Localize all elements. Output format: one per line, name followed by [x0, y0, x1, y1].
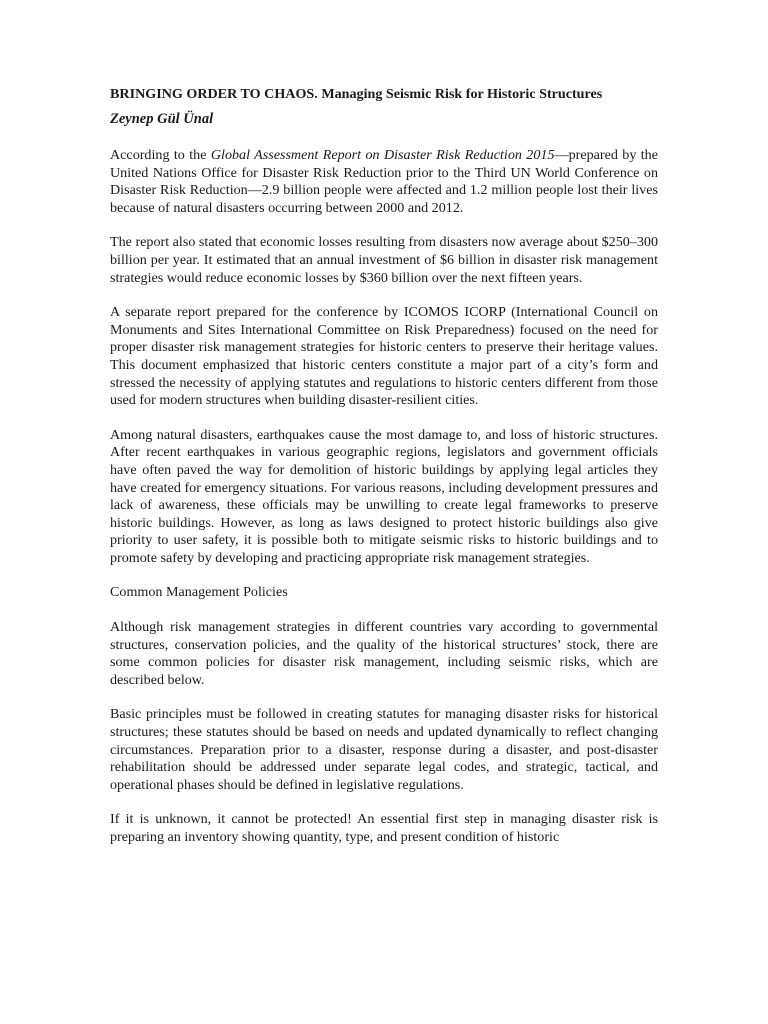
paragraph-6: Basic principles must be followed in creating statutes for managing disaster risks for historical structures; these statutes should be based on needs and updated dynamically to reflect changing circumstances. Preparation prior to a disaster, response during a disaster, and post-disaster rehabilitation should be addressed under separate legal codes, and strategic, tactical, and operational phases should be defined in legislative regulations.	[110, 706, 658, 793]
document-title: BRINGING ORDER TO CHAOS. Managing Seismic Risk for Historic Structures	[110, 86, 603, 102]
paragraph-1-rest: —prepared by the United Nations Office for Disaster Risk Reduction prior to the Third UN World Conference on Disaster Risk Reduction—2.9 billion people were affected and 1.2 million people lost their lives because of natural disasters occurring between 2000 and 2012.	[110, 147, 658, 216]
paragraph-5: Although risk management strategies in different countries vary according to governmental structures, conservation policies, and the quality of the historical structures’ stock, there are some common policies for disaster risk management, including seismic risks, which are described below.	[110, 619, 658, 688]
author-name: Zeynep Gül Ünal	[110, 111, 214, 127]
paragraph-1	[110, 147, 658, 217]
section-heading: Common Management Policies	[110, 584, 288, 601]
paragraph-2: The report also stated that economic losses resulting from disasters now average about $250–300 billion per year. It estimated that an annual investment of $6 billion in disaster risk management strategies would reduce economic losses by $360 billion over the next fifteen years.	[110, 234, 658, 286]
paragraph-4: Among natural disasters, earthquakes cause the most damage to, and loss of historic structures. After recent earthquakes in various geographic regions, legislators and government officials have often paved the way for demolition of historic buildings by applying legal articles they have created for emergency situations. For various reasons, including development pressures and lack of awareness, these officials may be unwilling to create legal frameworks to preserve historic buildings. However, as long as laws designed to protect historic buildings also give priority to user safety, it is possible both to mitigate seismic risks to historic buildings and to promote safety by developing and practicing appropriate risk management strategies.	[110, 426, 658, 566]
document-body	[110, 84, 658, 864]
paragraph-1-lead: According to the	[110, 147, 211, 163]
report-title-italic: Global Assessment Report on Disaster Risk Reduction 2015	[210, 147, 555, 163]
paragraph-7: If it is unknown, it cannot be protected! An essential first step in managing disaster risk is preparing an inventory showing quantity, type, and present condition of historic	[110, 811, 658, 845]
paragraph-3: A separate report prepared for the conference by ICOMOS ICORP (International Council on Monuments and Sites International Committee on Risk Preparedness) focused on the need for proper disaster risk management strategies for historic centers to preserve their heritage values. This document emphasized that historic centers constitute a major part of a city’s form and stressed the necessity of applying statutes and regulations to historic centers different from those used for modern structures when building disaster-resilient cities.	[110, 304, 658, 409]
